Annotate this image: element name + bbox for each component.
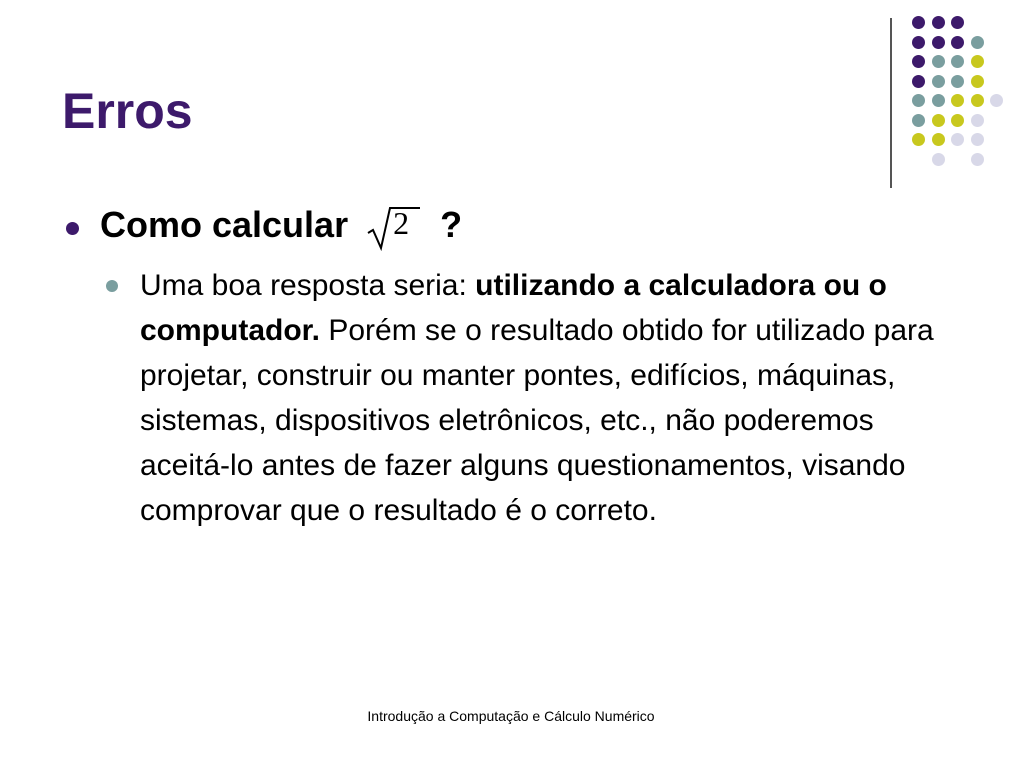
decor-dot bbox=[971, 75, 984, 88]
slide-title: Erros bbox=[62, 83, 193, 139]
bullet-2-emphasis: utilizando a calculadora ou o computador. bbox=[140, 269, 887, 347]
decor-dot bbox=[912, 75, 925, 88]
decor-dot bbox=[932, 36, 945, 49]
decor-dot bbox=[951, 133, 964, 146]
decor-dot bbox=[951, 94, 964, 107]
decor-dot bbox=[912, 94, 925, 107]
decor-dot bbox=[912, 114, 925, 127]
footer-text: Introdução a Computação e Cálculo Numérico bbox=[367, 708, 655, 724]
bullet-2-rest: Porém se o resultado obtido for utilizado para projetar, construir ou manter pontes, edifícios, máquinas, sistemas, dispositivos eletrônicos, etc., não poderemos aceitá-lo antes de fazer alguns questionamentos, visando comprovar que o resultado é o correto. bbox=[140, 314, 934, 527]
decor-dot bbox=[990, 94, 1003, 107]
bullet-level-2 bbox=[140, 263, 940, 533]
decor-dot bbox=[932, 75, 945, 88]
decor-dot bbox=[932, 153, 945, 166]
decor-dot bbox=[971, 55, 984, 68]
bullet-1-text: Como calcular bbox=[100, 204, 349, 245]
decor-dot bbox=[932, 133, 945, 146]
slide-footer bbox=[0, 708, 1024, 724]
decor-dot bbox=[932, 55, 945, 68]
decor-dot bbox=[912, 36, 925, 49]
decor-dot bbox=[932, 94, 945, 107]
decor-dot bbox=[951, 114, 964, 127]
decor-dot bbox=[932, 16, 945, 29]
decor-dot bbox=[971, 114, 984, 127]
decor-dot bbox=[912, 55, 925, 68]
decor-dot bbox=[951, 16, 964, 29]
decor-dot bbox=[971, 36, 984, 49]
sqrt-radicand: 2 bbox=[393, 205, 410, 242]
decor-dot bbox=[951, 75, 964, 88]
bullet-level-2-icon bbox=[106, 280, 118, 292]
decor-dot bbox=[971, 94, 984, 107]
decor-dot bbox=[951, 36, 964, 49]
decor-dot bbox=[971, 133, 984, 146]
decor-dot bbox=[912, 133, 925, 146]
square-root-icon bbox=[362, 203, 422, 251]
vertical-divider bbox=[890, 18, 892, 188]
bullet-2-intro: Uma boa resposta seria: bbox=[140, 269, 476, 302]
square-root-formula bbox=[362, 203, 422, 251]
bullet-level-1-icon bbox=[66, 222, 79, 235]
decor-dot bbox=[951, 55, 964, 68]
decor-dot bbox=[971, 153, 984, 166]
decor-dot bbox=[912, 16, 925, 29]
dot-grid-decoration bbox=[0, 0, 1024, 200]
decor-dot bbox=[932, 114, 945, 127]
bullet-1-question-mark: ? bbox=[440, 204, 463, 245]
bullet-level-1 bbox=[100, 203, 462, 251]
